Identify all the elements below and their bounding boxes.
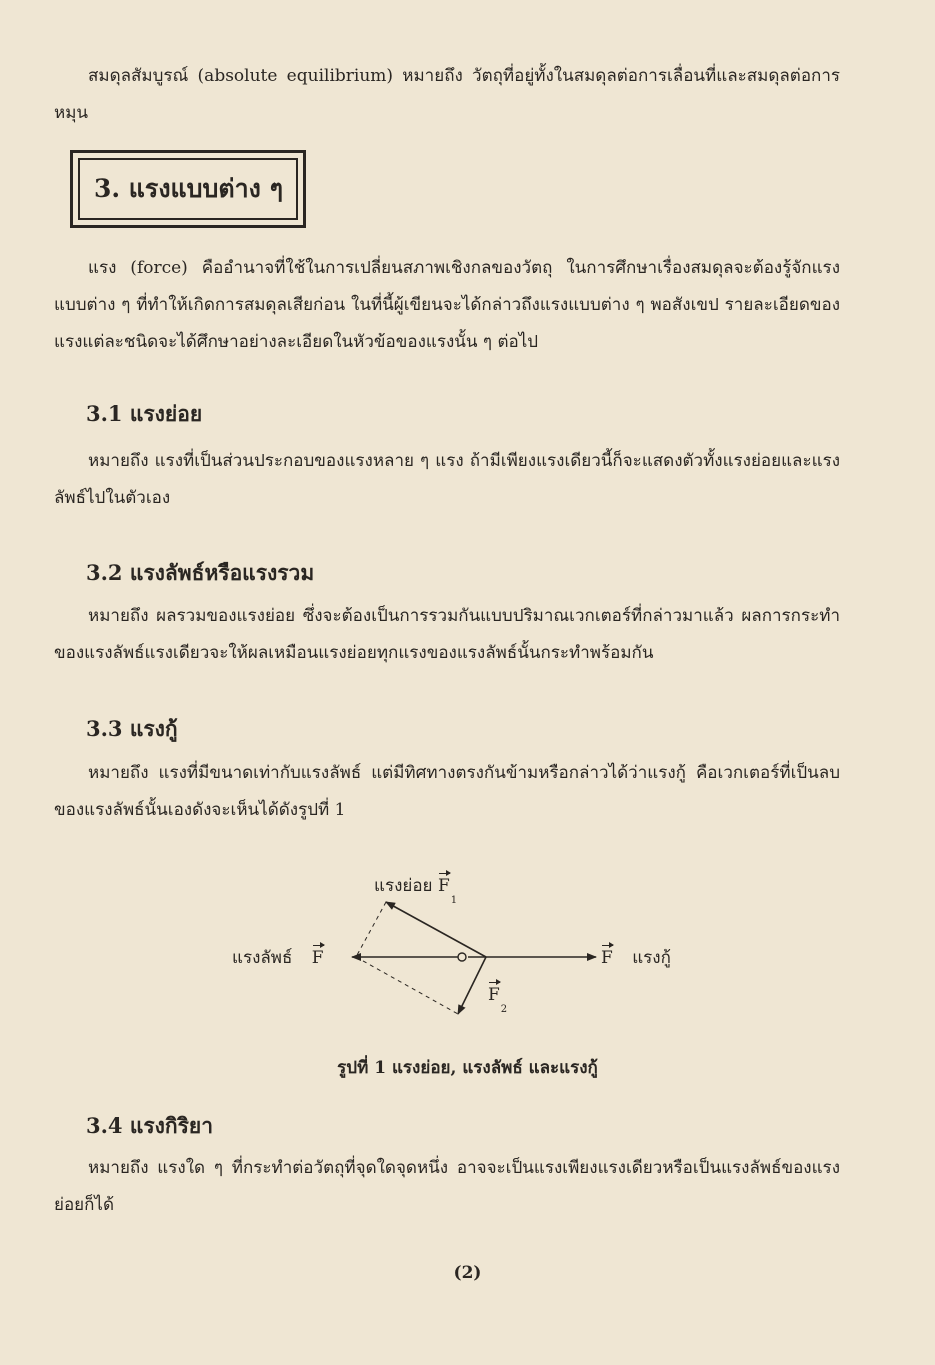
f1-subscript: 1 xyxy=(450,895,458,906)
f2-label xyxy=(488,985,508,1015)
component-force-f1-arrow xyxy=(386,902,486,957)
subsection-text-3-1: หมายถึง แรงที่เป็นส่วนประกอบของแรงหลาย ๆ แรง ถ้ามีเพียงแรงเดียวนี้ก็จะแสดงตัวทั้งแรงย่อยและแรงลัพธ์ไปในตัวเอง xyxy=(54,451,840,508)
f2-symbol: F xyxy=(488,985,500,1005)
subsection-heading-3-1: 3.1 แรงย่อย xyxy=(86,401,203,426)
resultant-force-label xyxy=(232,944,324,971)
subsection-heading-3-3: 3.3 แรงกู้ xyxy=(86,716,178,741)
subsection-text-3-2: หมายถึง ผลรวมของแรงย่อย ซึ่งจะต้องเป็นการรวมกันแบบปริมาณเวกเตอร์ที่กล่าวมาแล้ว ผลการกระทำของแรงลัพธ์แรงเดียวจะให้ผลเหมือนแรงย่อยทุกแรงของแรงลัพธ์นั้นกระทำพร้อมกัน xyxy=(54,606,840,663)
page-number: (2) xyxy=(453,1263,482,1283)
point-of-application xyxy=(458,953,466,961)
component-force-f2-arrow xyxy=(458,957,486,1014)
intro-paragraph: สมดุลสัมบูรณ์ (absolute equilibrium) หมายถึง วัตถุที่อยู่ทั้งในสมดุลต่อการเลื่อนที่และสมดุลต่อการหมุน xyxy=(54,66,840,123)
f1-symbol: F xyxy=(437,876,450,896)
subsection-heading-3-4: 3.4 แรงกิริยา xyxy=(86,1113,214,1138)
resultant-force-text: แรงลัพธ์ xyxy=(232,948,293,968)
parallelogram-dashed-line-1 xyxy=(356,902,386,957)
subsection-heading-3-2: 3.2 แรงลัพธ์หรือแรงรวม xyxy=(86,560,315,585)
component-force-label xyxy=(374,872,458,906)
parallelogram-dashed-line-2 xyxy=(356,957,458,1014)
resultant-f-symbol: F xyxy=(311,948,324,968)
figure-caption: รูปที่ 1 แรงย่อย, แรงลัพธ์ และแรงกู้ xyxy=(337,1058,598,1078)
equilibrant-f-symbol: F xyxy=(601,948,613,968)
equilibrant-force-label xyxy=(601,944,671,971)
component-force-text: แรงย่อย xyxy=(374,876,433,896)
section-heading: 3. แรงแบบต่าง ๆ xyxy=(78,158,298,220)
equilibrant-force-text: แรงกู้ xyxy=(632,948,671,968)
subsection-text-3-3: หมายถึง แรงที่มีขนาดเท่ากับแรงลัพธ์ แต่มีทิศทางตรงกันข้ามหรือกล่าวได้ว่าแรงกู้ คือเวกเตอร์ที่เป็นลบของแรงลัพธ์นั้นเองดังจะเห็นได้ดังรูปที่ 1 xyxy=(54,763,840,820)
subsection-text-3-4: หมายถึง แรงใด ๆ ที่กระทำต่อวัตถุที่จุดใดจุดหนึ่ง อาจจะเป็นแรงเพียงแรงเดียวหรือเป็นแรงลัพธ์ของแรงย่อยก็ได้ xyxy=(54,1158,840,1215)
section-paragraph: แรง (force) คืออำนาจที่ใช้ในการเปลี่ยนสภาพเชิงกลของวัตถุ ในการศึกษาเรื่องสมดุลจะต้องรู้จักแรงแบบต่าง ๆ ที่ทำให้เกิดการสมดุลเสียก่อน ในที่นี้ผู้เขียนจะได้กล่าวถึงแรงแบบต่าง ๆ พอสังเขป รายละเอียดของแรงแต่ละชนิดจะได้ศึกษาอย่างละเอียดในหัวข้อของแรงนั้น ๆ ต่อไป xyxy=(54,258,840,352)
f2-subscript: 2 xyxy=(500,1004,508,1015)
